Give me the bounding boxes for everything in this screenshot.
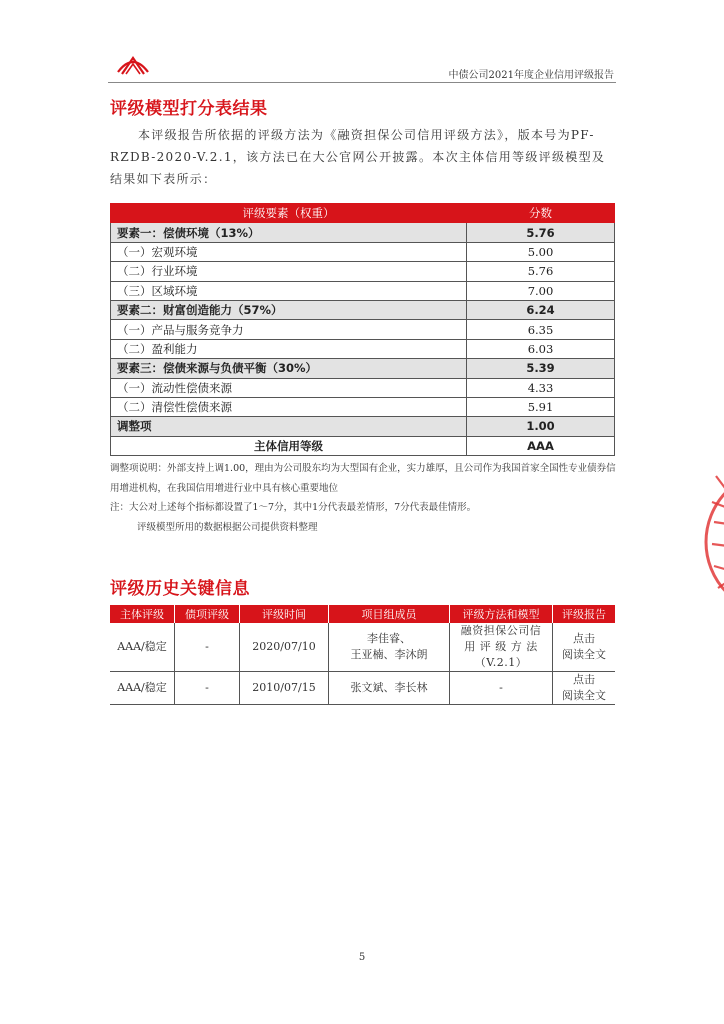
final-rating-value: AAA [467, 436, 615, 455]
factor-name: （一）流动性偿债来源 [111, 378, 467, 397]
report-link-line[interactable]: 阅读全文 [562, 648, 606, 661]
method-model [450, 672, 553, 705]
report-link-line[interactable]: 阅读全文 [562, 689, 606, 702]
factor-score: 1.00 [467, 417, 615, 436]
method-line[interactable]: 用 评 级 方 法 [464, 640, 538, 653]
report-link-line[interactable]: 点击 [573, 632, 595, 645]
method-line[interactable]: 融资担保公司信 [460, 624, 542, 637]
factor-score: 6.24 [467, 300, 615, 319]
section-title-history: 评级历史关键信息 [110, 579, 250, 599]
header-method-model: 评级方法和模型 [450, 605, 553, 623]
adjustment-note: 调整项说明：外部支持上调1.00，理由为公司股东均为大型国有企业，实力雄厚，且公司作为我国首家全国性专业债券信用增进机构，在我国信用增进行业中具有核心重要地位 [110, 463, 616, 494]
table-row [111, 339, 615, 358]
factor-name: （二）清偿性偿债来源 [111, 397, 467, 416]
method-line[interactable]: （V.2.1） [474, 656, 528, 669]
team-members [329, 672, 450, 705]
factor-name: 要素二：财富创造能力（57%） [111, 300, 467, 319]
table-row [111, 397, 615, 416]
table-row [111, 242, 615, 261]
section-title-scoring: 评级模型打分表结果 [110, 99, 268, 119]
header-divider [108, 82, 616, 83]
issuer-rating: AAA/稳定 [110, 623, 175, 672]
issuer-rating: AAA/稳定 [110, 672, 175, 705]
table-row [111, 281, 615, 300]
header-bond-rating: 债项评级 [175, 605, 240, 623]
table-row [111, 436, 615, 455]
final-rating-label: 主体信用等级 [111, 436, 467, 455]
factor-score: 5.76 [467, 223, 615, 242]
table-header-row [111, 204, 615, 223]
team-member-line: 张文斌、李长林 [350, 681, 428, 694]
rating-history-table [110, 605, 615, 705]
table-row [111, 417, 615, 436]
header-rating-report: 评级报告 [553, 605, 616, 623]
factor-score: 5.39 [467, 359, 615, 378]
table-row [110, 672, 615, 705]
table-row [111, 378, 615, 397]
table-row [111, 262, 615, 281]
score-column-header: 分数 [467, 204, 615, 223]
header-rating-date: 评级时间 [240, 605, 329, 623]
table-header-row [110, 605, 615, 623]
team-members [329, 623, 450, 672]
source-note: 评级模型所用的数据根据公司提供资料整理 [137, 522, 318, 533]
factor-name: （二）盈利能力 [111, 339, 467, 358]
table-row [111, 359, 615, 378]
factor-name: （一）宏观环境 [111, 242, 467, 261]
report-link[interactable] [553, 623, 616, 672]
factor-name: （三）区域环境 [111, 281, 467, 300]
team-member-line: 李佳睿、 [367, 632, 411, 645]
rating-date: 2020/07/10 [240, 623, 329, 672]
factor-score: 6.03 [467, 339, 615, 358]
factor-name: （一）产品与服务竞争力 [111, 320, 467, 339]
factor-score: 6.35 [467, 320, 615, 339]
method-model[interactable] [450, 623, 553, 672]
report-link[interactable] [553, 672, 616, 705]
method-line: - [499, 681, 503, 694]
factor-score: 4.33 [467, 378, 615, 397]
factor-name: 调整项 [111, 417, 467, 436]
rating-date: 2010/07/15 [240, 672, 329, 705]
factor-score: 7.00 [467, 281, 615, 300]
factor-score: 5.00 [467, 242, 615, 261]
bond-rating: - [175, 672, 240, 705]
table-row [110, 623, 615, 672]
factor-score: 5.91 [467, 397, 615, 416]
report-link-line[interactable]: 点击 [573, 673, 595, 686]
factor-score: 5.76 [467, 262, 615, 281]
company-logo [116, 54, 150, 76]
factor-name: （二）行业环境 [111, 262, 467, 281]
scoring-table [110, 203, 615, 456]
table-row [111, 223, 615, 242]
bond-rating: - [175, 623, 240, 672]
scale-note: 注：大公对上述每个指标都设置了1～7分，其中1分代表最差情形，7分代表最佳情形。 [110, 502, 477, 513]
company-seal-stamp [698, 462, 724, 622]
factor-name: 要素三：偿债来源与负债平衡（30%） [111, 359, 467, 378]
header-issuer-rating: 主体评级 [110, 605, 175, 623]
report-header-title: 中债公司2021年度企业信用评级报告 [448, 70, 614, 81]
factor-name: 要素一：偿债环境（13%） [111, 223, 467, 242]
team-member-line: 王亚楠、李沐朗 [350, 648, 428, 661]
intro-paragraph: 本评级报告所依据的评级方法为《融资担保公司信用评级方法》，版本号为PF-RZDB-2020-V.2.1，该方法已在大公官网公开披露。本次主体信用等级评级模型及结果如下表所示： [110, 128, 606, 186]
table-row [111, 300, 615, 319]
page-number: 5 [358, 952, 366, 963]
header-team-members: 项目组成员 [329, 605, 450, 623]
table-row [111, 320, 615, 339]
factor-column-header: 评级要素（权重） [111, 204, 467, 223]
